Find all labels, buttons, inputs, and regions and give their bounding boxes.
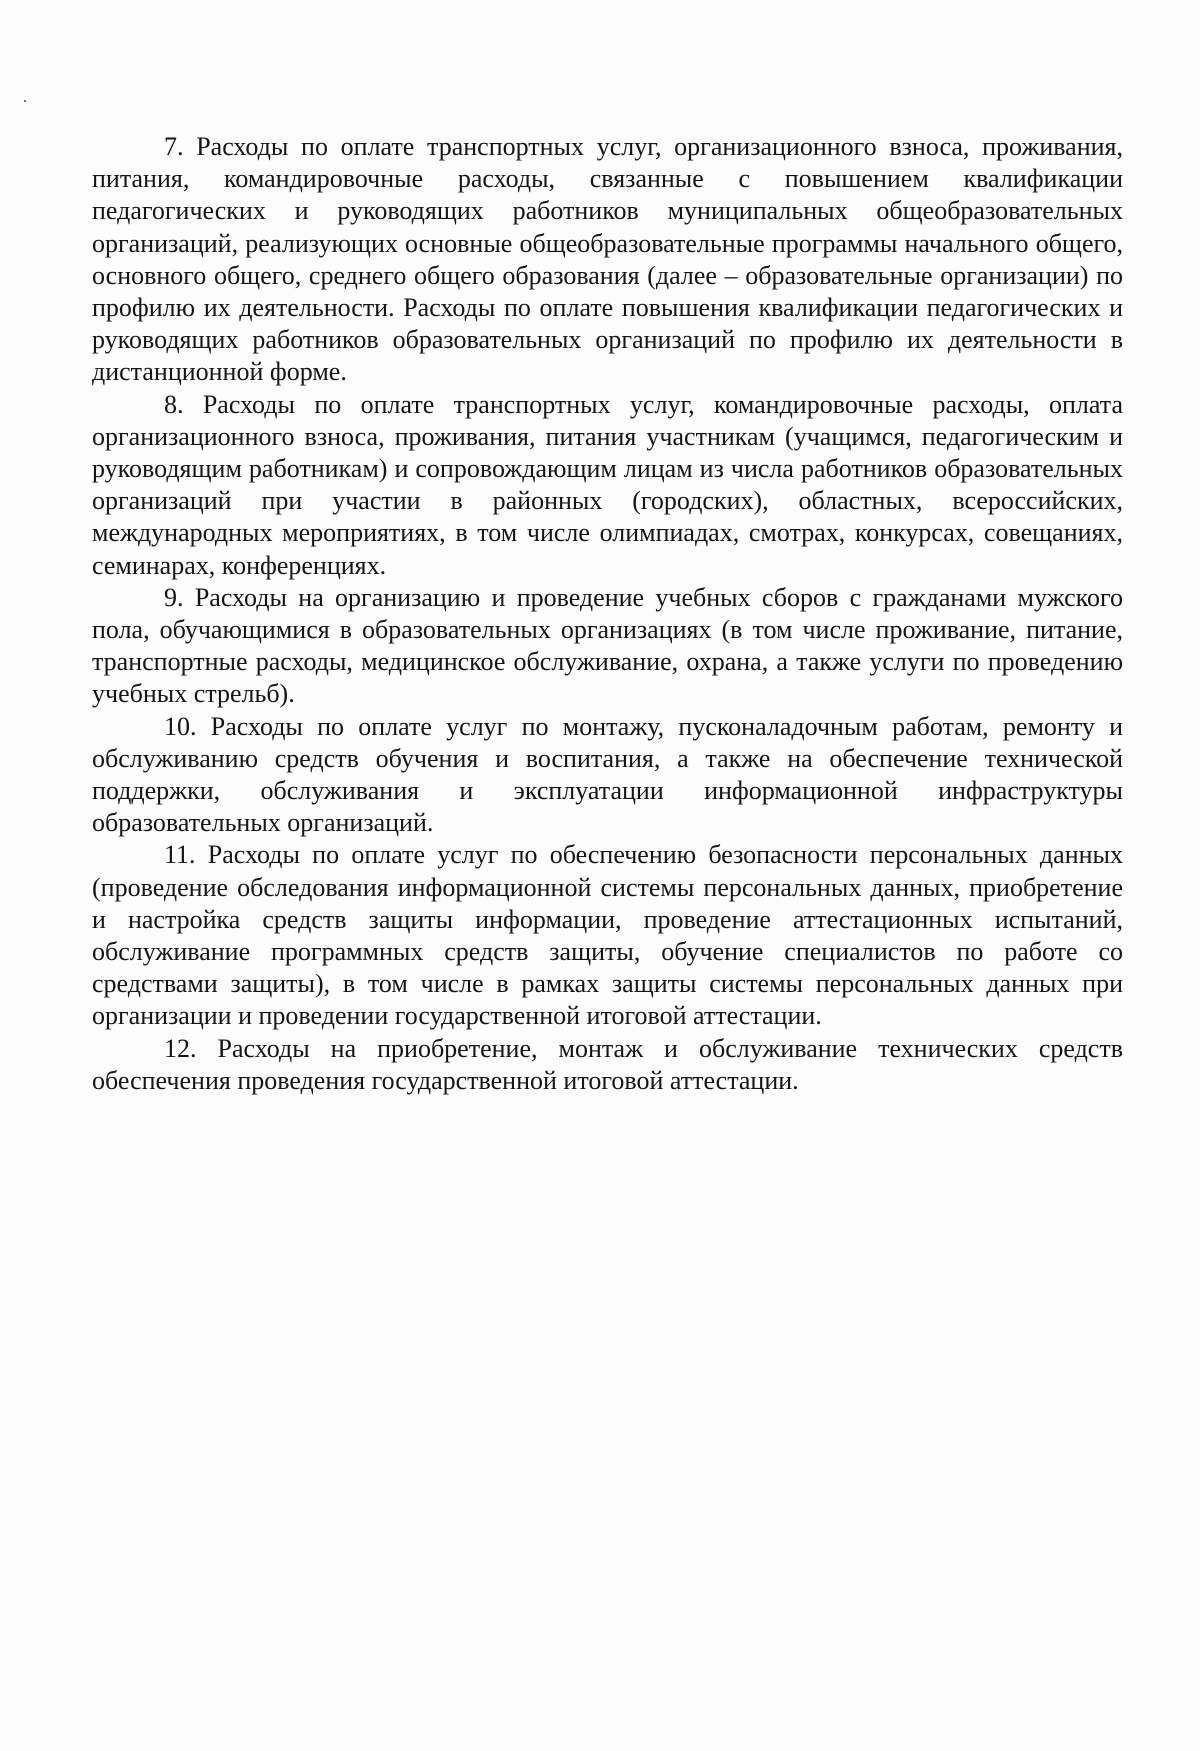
scan-speck (24, 100, 26, 102)
paragraph-item-7: 7. Расходы по оплате транспортных услуг, организационного взноса, проживания, питания, командировочные расходы, связанные с повышением квалификации педагогических и руководящих работников муниципальных общеобразовательных организаций, реализующих основные общеобразовательные программы начального общего, основного общего, среднего общего образования (далее – образовательные организации) по профилю их деятельности. Расходы по оплате повышения квалификации педагогических и руководящих работников образовательных организаций по профилю их деятельности в дистанционной форме. (92, 132, 1123, 387)
paragraph-item-8: 8. Расходы по оплате транспортных услуг, командировочные расходы, оплата организационного взноса, проживания, питания участникам (учащимся, педагогическим и руководящим работникам) и сопровождающим лицам из числа работников образовательных организаций при участии в районных (городских), областных, всероссийских, международных мероприятиях, в том числе олимпиадах, смотрах, конкурсах, совещаниях, семинарах, конференциях. (92, 389, 1123, 580)
paragraph-item-12: 12. Расходы на приобретение, монтаж и обслуживание технических средств обеспечения проведения государственной итоговой аттестации. (92, 1033, 1123, 1095)
paragraph-item-11: 11. Расходы по оплате услуг по обеспечению безопасности персональных данных (проведение обследования информационной системы персональных данных, приобретение и настройка средств защиты информации, проведение аттестационных испытаний, обслуживание программных средств защиты, обучение специалистов по работе со средствами защиты), в том числе в рамках защиты системы персональных данных при организации и проведении государственной итоговой аттестации. (92, 840, 1123, 1031)
paragraph-item-9: 9. Расходы на организацию и проведение учебных сборов с гражданами мужского пола, обучающимися в образовательных организациях (в том числе проживание, питание, транспортные расходы, медицинское обслуживание, охрана, а также услуги по проведению учебных стрельб). (92, 582, 1123, 709)
paragraph-item-10: 10. Расходы по оплате услуг по монтажу, пусконаладочным работам, ремонту и обслуживанию средств обучения и воспитания, а также на обеспечение технической поддержки, обслуживания и эксплуатации информационной инфраструктуры образовательных организаций. (92, 711, 1123, 838)
document-body (92, 131, 1123, 1097)
